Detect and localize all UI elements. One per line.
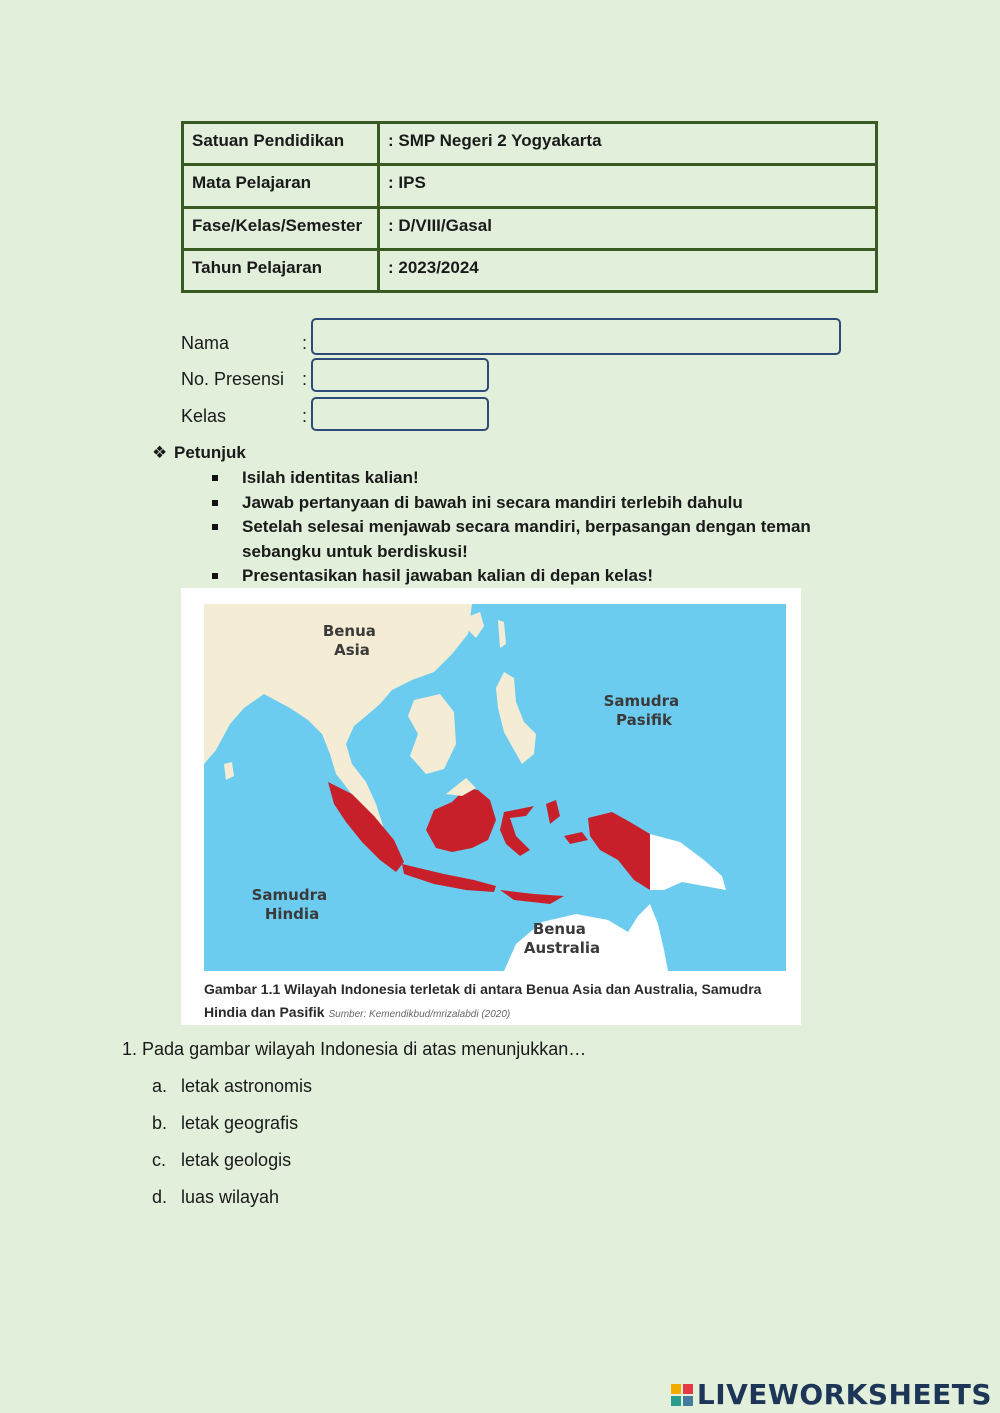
- label-line: Pasifik: [616, 711, 672, 729]
- attendance-label: No. Presensi: [181, 369, 285, 389]
- info-row: [183, 207, 877, 249]
- option-letter: a.: [152, 1076, 168, 1096]
- liveworksheets-logo: [671, 1378, 992, 1411]
- square-bullet-icon: [212, 524, 218, 530]
- option-text: luas wilayah: [181, 1187, 280, 1207]
- info-row: [183, 123, 877, 165]
- colon: :: [302, 333, 308, 353]
- info-table: [181, 121, 878, 293]
- info-value: : IPS: [379, 165, 877, 207]
- question-number: 1.: [122, 1039, 138, 1059]
- option-d[interactable]: [152, 1187, 279, 1208]
- map-caption: [204, 978, 794, 1026]
- square-bullet-icon: [212, 500, 218, 506]
- instructions-heading: [152, 443, 246, 463]
- instruction-text: Setelah selesai menjawab secara mandiri, berpasangan dengan teman sebangku untuk berdiskusi!: [242, 517, 811, 561]
- brand-text: LIVEWORKSHEETS: [696, 1378, 992, 1411]
- map-figure: [181, 588, 801, 1025]
- caption-source: Sumber: Kemendikbud/mrizalabdi (2020): [328, 1009, 511, 1020]
- brand-logo-icon: [671, 1384, 693, 1406]
- instruction-text: Jawab pertanyaan di bawah ini secara mandiri terlebih dahulu: [242, 492, 743, 512]
- colon: :: [302, 369, 308, 389]
- option-text: letak geografis: [181, 1113, 299, 1133]
- list-item: [212, 491, 852, 516]
- info-label: Fase/Kelas/Semester: [183, 207, 379, 249]
- option-b[interactable]: [152, 1113, 298, 1134]
- caption-text: Gambar 1.1 Wilayah Indonesia terletak di antara Benua Asia dan Australia, Samudra Hindia dan Pasifik: [204, 981, 762, 1020]
- square-bullet-icon: [212, 573, 218, 579]
- label-australia: [524, 920, 600, 957]
- logo-square-e: [683, 1396, 693, 1406]
- logo-square-i: [683, 1384, 693, 1394]
- option-text: letak geologis: [181, 1150, 292, 1170]
- colon: :: [302, 406, 308, 426]
- info-row: [183, 165, 877, 207]
- list-item: [212, 515, 852, 564]
- option-c[interactable]: [152, 1150, 291, 1171]
- info-value: : D/VIII/Gasal: [379, 207, 877, 249]
- label-line: Benua: [532, 920, 586, 938]
- attendance-input[interactable]: [311, 358, 489, 392]
- label-line: Benua: [322, 622, 376, 640]
- info-value: : 2023/2024: [379, 249, 877, 291]
- instructions-title: Petunjuk: [174, 443, 246, 462]
- option-letter: c.: [152, 1150, 167, 1170]
- option-letter: b.: [152, 1113, 168, 1133]
- list-item: [212, 564, 852, 589]
- info-value: : SMP Negeri 2 Yogyakarta: [379, 123, 877, 165]
- square-bullet-icon: [212, 475, 218, 481]
- logo-square-v: [671, 1396, 681, 1406]
- indonesia-map: [204, 604, 786, 971]
- label-line: Samudra: [603, 692, 680, 710]
- instruction-text: Isilah identitas kalian!: [242, 468, 419, 487]
- class-label: Kelas: [181, 406, 227, 426]
- question-text: Pada gambar wilayah Indonesia di atas menunjukkan…: [142, 1039, 587, 1059]
- option-text: letak astronomis: [181, 1076, 313, 1096]
- logo-square-l: [671, 1384, 681, 1394]
- info-row: [183, 249, 877, 291]
- diamond-bullet-icon: ❖: [152, 443, 168, 462]
- info-label: Mata Pelajaran: [183, 165, 379, 207]
- info-label: Satuan Pendidikan: [183, 123, 379, 165]
- name-input[interactable]: [311, 318, 841, 355]
- label-line: Hindia: [264, 905, 320, 923]
- question: [122, 1039, 586, 1060]
- instructions-list: [212, 466, 852, 589]
- name-label: Nama: [181, 333, 230, 353]
- option-a[interactable]: [152, 1076, 312, 1097]
- list-item: [212, 466, 852, 491]
- instruction-text: Presentasikan hasil jawaban kalian di depan kelas!: [242, 566, 654, 585]
- label-line: Asia: [334, 641, 370, 659]
- label-line: Samudra: [251, 886, 328, 904]
- info-label: Tahun Pelajaran: [183, 249, 379, 291]
- option-letter: d.: [152, 1187, 168, 1207]
- class-input[interactable]: [311, 397, 489, 431]
- label-line: Australia: [523, 939, 601, 957]
